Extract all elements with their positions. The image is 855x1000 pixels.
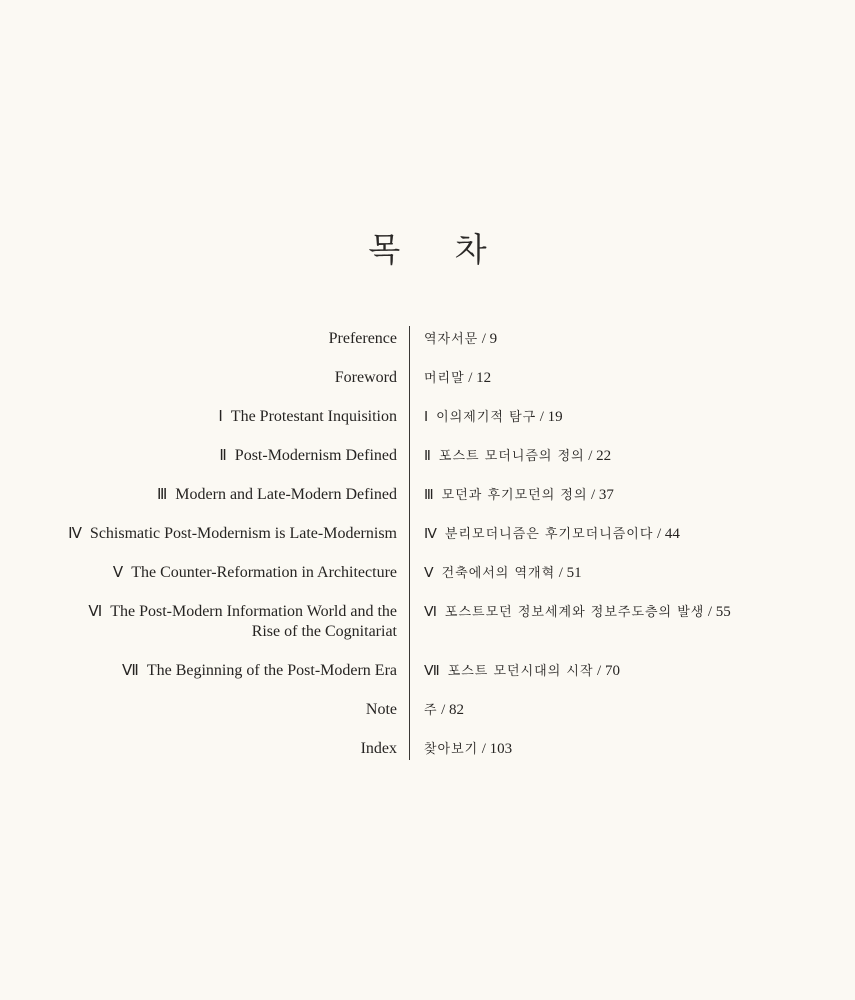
chapter-numeral: Ⅴ xyxy=(424,566,434,581)
toc-korean-title xyxy=(424,524,680,545)
toc-english-text: Index xyxy=(360,740,397,757)
toc-english-text: The Post-Modern Information World and the xyxy=(110,603,397,620)
toc-page-number: / 19 xyxy=(539,409,563,425)
chapter-numeral: Ⅰ xyxy=(218,409,223,425)
chapter-numeral: Ⅰ xyxy=(424,410,429,425)
toc-page-number: / 12 xyxy=(468,370,492,386)
toc-page-number: / 55 xyxy=(707,604,731,620)
toc-english-title xyxy=(68,524,397,544)
toc-entry-chapter-6 xyxy=(0,602,855,644)
toc-page-number: / 82 xyxy=(441,702,464,718)
toc-english-title xyxy=(366,700,397,720)
chapter-numeral: Ⅵ xyxy=(88,604,103,620)
toc-english-text: The Protestant Inquisition xyxy=(230,408,397,425)
toc-english-title xyxy=(329,329,397,349)
toc-korean-text: 주 xyxy=(424,703,438,718)
chapter-numeral: Ⅲ xyxy=(424,488,434,503)
toc-page-number: / 70 xyxy=(597,663,620,679)
toc-korean-title xyxy=(424,368,491,389)
toc-english-text: Post-Modernism Defined xyxy=(234,447,397,464)
toc-english-text: The Counter-Reformation in Architecture xyxy=(131,564,397,581)
chapter-numeral: Ⅳ xyxy=(68,526,82,542)
toc-entry-index xyxy=(0,739,855,761)
toc-korean-title xyxy=(424,563,582,584)
toc-korean-text: 머리말 xyxy=(424,371,465,386)
toc-korean-title xyxy=(424,407,563,428)
chapter-numeral: Ⅳ xyxy=(424,527,437,542)
toc-entry-chapter-4 xyxy=(0,524,855,546)
toc-english-title xyxy=(219,446,397,466)
chapter-numeral: Ⅶ xyxy=(122,663,139,679)
toc-entry-chapter-2 xyxy=(0,446,855,468)
toc-english-title xyxy=(335,368,397,388)
toc-entry-chapter-5 xyxy=(0,563,855,585)
toc-page-number: / 51 xyxy=(558,565,582,581)
toc-korean-text: 포스트 모던시대의 시작 xyxy=(447,664,594,679)
toc-english-title xyxy=(88,602,397,642)
toc-korean-title xyxy=(424,700,464,721)
toc-korean-text: 역자서문 xyxy=(424,332,479,347)
toc-english-text: Note xyxy=(365,701,397,718)
toc-page-number: / 103 xyxy=(481,741,513,757)
chapter-numeral: Ⅱ xyxy=(424,449,431,464)
toc-korean-text: 포스트 모더니즘의 정의 xyxy=(438,449,585,464)
toc-korean-text: 모던과 후기모던의 정의 xyxy=(441,488,588,503)
toc-entry-preference xyxy=(0,329,855,351)
toc-entry-chapter-1 xyxy=(0,407,855,429)
toc-page-number: / 37 xyxy=(591,487,614,503)
toc-english-title xyxy=(157,485,397,505)
toc-entry-note xyxy=(0,700,855,722)
toc-korean-title xyxy=(424,739,512,760)
toc-korean-text: 분리모더니즘은 후기모더니즘이다 xyxy=(444,527,654,542)
toc-english-text: Foreword xyxy=(334,369,397,386)
toc-korean-title xyxy=(424,446,611,467)
toc-english-title xyxy=(218,407,397,427)
toc-english-title xyxy=(113,563,397,583)
toc-english-text: Schismatic Post-Modernism is Late-Modernism xyxy=(89,525,397,542)
toc-korean-text: 포스트모던 정보세계와 정보주도층의 발생 xyxy=(444,605,705,620)
toc-page-number: / 22 xyxy=(588,448,612,464)
toc-entry-foreword xyxy=(0,368,855,390)
chapter-numeral: Ⅵ xyxy=(424,605,437,620)
toc-korean-text: 이의제기적 탐구 xyxy=(436,410,537,425)
toc-english-text-line-2: Rise of the Cognitariat xyxy=(251,623,397,640)
toc-page-number: / 9 xyxy=(481,331,498,347)
chapter-numeral: Ⅲ xyxy=(156,487,168,503)
toc-korean-title xyxy=(424,602,731,623)
toc-english-text: The Beginning of the Post-Modern Era xyxy=(146,662,397,679)
toc-entry-chapter-7 xyxy=(0,661,855,683)
page-title: 목 차 xyxy=(368,230,509,269)
chapter-numeral: Ⅶ xyxy=(424,664,440,679)
toc-korean-text: 찾아보기 xyxy=(424,742,479,757)
toc-english-title xyxy=(122,661,397,681)
toc-english-text: Modern and Late-Modern Defined xyxy=(175,486,397,503)
toc-korean-text: 건축에서의 역개혁 xyxy=(441,566,556,581)
toc-entry-chapter-3 xyxy=(0,485,855,507)
toc-english-title xyxy=(361,739,397,759)
chapter-numeral: Ⅱ xyxy=(219,448,227,464)
toc-korean-title xyxy=(424,661,620,682)
chapter-numeral: Ⅴ xyxy=(112,565,124,581)
toc-korean-title xyxy=(424,485,614,506)
toc-page-number: / 44 xyxy=(656,526,680,542)
toc-english-text: Preference xyxy=(328,330,397,347)
toc-korean-title xyxy=(424,329,497,350)
